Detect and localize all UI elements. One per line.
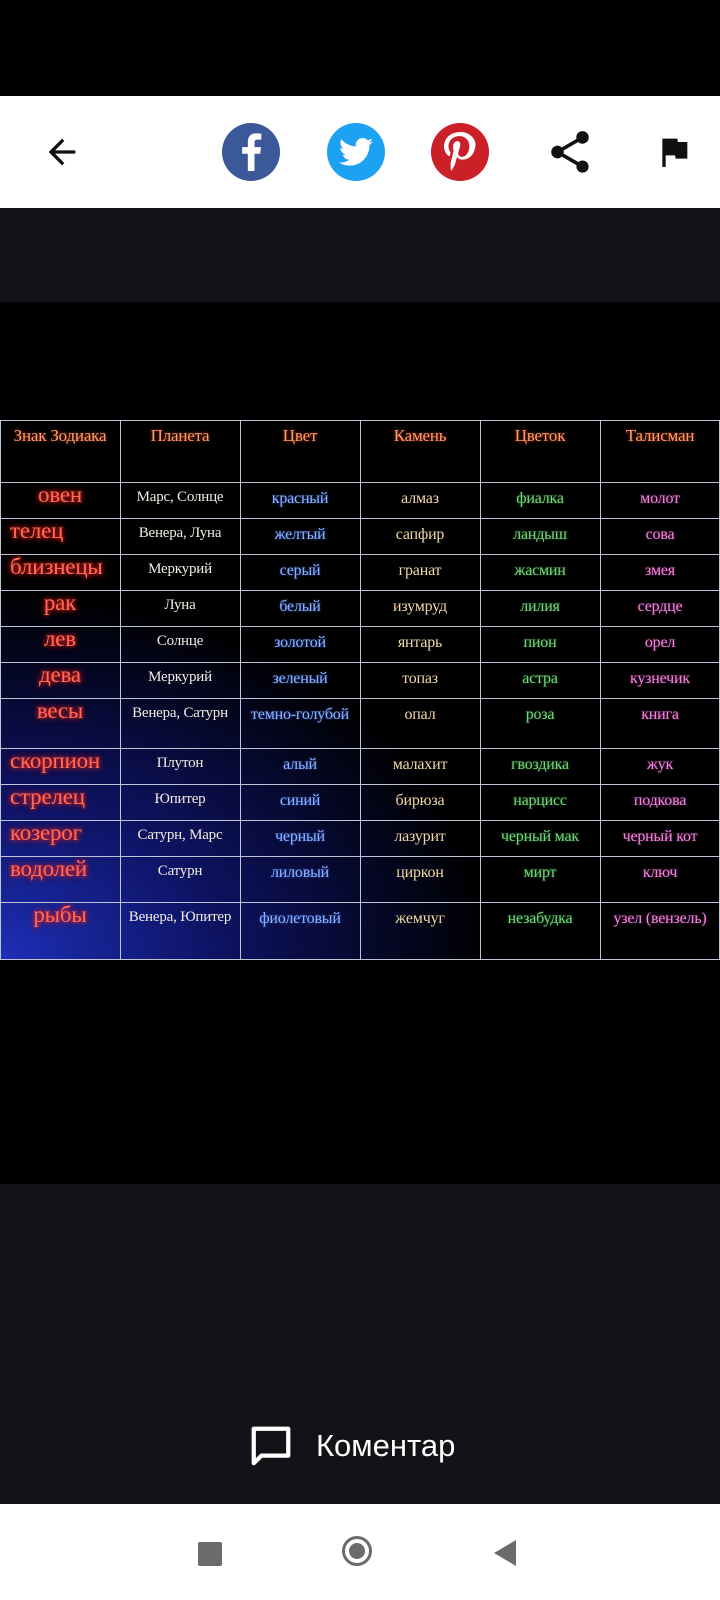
cell-planet: Плутон <box>156 755 204 771</box>
top-toolbar <box>0 96 720 208</box>
pinterest-icon <box>443 132 477 172</box>
cell-planet: Марс, Солнце <box>136 489 224 505</box>
table-header-flower: Цветок <box>514 426 566 445</box>
cell-flower: черный мак <box>501 828 579 845</box>
cell-color: зеленый <box>272 670 328 687</box>
facebook-share-button[interactable] <box>222 123 280 181</box>
cell-flower: пион <box>523 634 557 651</box>
cell-sign: овен <box>38 482 82 507</box>
cell-stone: гранат <box>398 562 442 579</box>
back-triangle-icon[interactable] <box>494 1540 516 1566</box>
zodiac-table <box>0 420 720 960</box>
back-button[interactable] <box>32 122 92 182</box>
cell-talisman: черный кот <box>622 828 698 845</box>
cell-color: желтый <box>274 526 326 543</box>
cell-stone: жемчуг <box>395 910 445 927</box>
cell-talisman: ключ <box>642 864 678 881</box>
cell-talisman: молот <box>640 490 680 507</box>
cell-planet: Сатурн, Марс <box>137 827 223 843</box>
twitter-icon <box>339 137 373 167</box>
cell-talisman: орел <box>644 634 676 651</box>
cell-planet: Венера, Юпитер <box>128 909 232 925</box>
cell-flower: гвоздика <box>511 756 569 773</box>
cell-talisman: узел (вензель) <box>613 910 707 927</box>
cell-color: темно-голубой <box>251 706 349 723</box>
cell-planet: Сатурн <box>157 863 203 879</box>
table-header-planet: Планета <box>150 426 210 445</box>
cell-flower: мирт <box>523 864 557 881</box>
cell-flower: нарцисс <box>513 792 567 809</box>
cell-color: черный <box>275 828 325 845</box>
cell-sign: рыбы <box>33 902 87 927</box>
cell-planet: Меркурий <box>148 669 212 685</box>
cell-sign: рак <box>43 590 77 615</box>
cell-color: синий <box>279 792 321 809</box>
cell-flower: ландыш <box>513 526 567 543</box>
cell-color: серый <box>279 562 321 579</box>
cell-color: золотой <box>274 634 326 651</box>
table-header-color: Цвет <box>282 426 318 445</box>
cell-talisman: змея <box>645 562 675 579</box>
cell-stone: сапфир <box>395 526 445 543</box>
cell-sign: весы <box>36 698 84 723</box>
cell-planet: Луна <box>164 597 196 613</box>
cell-stone: топаз <box>402 670 438 687</box>
twitter-share-button[interactable] <box>327 123 385 181</box>
cell-sign: козерог <box>10 820 82 845</box>
cell-stone: опал <box>404 706 436 723</box>
cell-stone: бирюза <box>395 792 445 809</box>
comment-label: Коментар <box>316 1428 456 1463</box>
home-circle-icon[interactable] <box>342 1536 372 1566</box>
cell-flower: незабудка <box>507 910 573 927</box>
cell-flower: лилия <box>520 598 560 615</box>
cell-flower: жасмин <box>514 562 566 579</box>
comment-icon <box>248 1423 294 1469</box>
table-header-stone: Камень <box>393 426 447 445</box>
cell-stone: циркон <box>396 864 444 881</box>
status-bar <box>0 0 720 96</box>
cell-stone: лазурит <box>394 828 446 845</box>
cell-talisman: жук <box>646 756 674 773</box>
cell-sign: дева <box>39 662 81 687</box>
cell-color: алый <box>283 756 317 773</box>
table-header-sign: Знак Зодиака <box>13 426 107 445</box>
cell-flower: астра <box>522 670 558 687</box>
recents-square-icon[interactable] <box>198 1542 222 1566</box>
cell-color: лиловый <box>271 864 329 881</box>
pinterest-share-button[interactable] <box>431 123 489 181</box>
cell-talisman: книга <box>641 706 679 723</box>
arrow-left-icon <box>42 132 82 172</box>
cell-sign: лев <box>44 626 76 651</box>
cell-flower: фиалка <box>516 490 564 507</box>
comment-button[interactable] <box>248 1422 455 1470</box>
cell-color: фиолетовый <box>259 910 341 927</box>
cell-sign: стрелец <box>10 784 85 809</box>
cell-talisman: кузнечик <box>630 670 690 687</box>
cell-flower: роза <box>525 706 555 723</box>
cell-stone: янтарь <box>397 634 443 651</box>
cell-planet: Венера, Луна <box>138 525 222 541</box>
cell-planet: Меркурий <box>148 561 212 577</box>
cell-color: красный <box>271 490 329 507</box>
table-header-talisman: Талисман <box>625 426 695 445</box>
image-top-margin <box>0 208 720 302</box>
cell-color: белый <box>279 598 321 615</box>
cell-stone: малахит <box>392 756 448 773</box>
facebook-icon <box>236 133 266 171</box>
cell-planet: Юпитер <box>154 791 206 807</box>
cell-talisman: сова <box>645 526 675 543</box>
cell-planet: Солнце <box>156 633 204 649</box>
share-icon <box>545 127 595 177</box>
cell-sign: скорпион <box>10 748 101 773</box>
cell-talisman: сердце <box>637 598 683 615</box>
cell-talisman: подкова <box>633 792 687 809</box>
cell-sign: телец <box>10 518 64 543</box>
system-nav-bar <box>0 1504 720 1600</box>
report-button[interactable] <box>644 122 704 182</box>
cell-stone: алмаз <box>401 490 439 507</box>
share-button[interactable] <box>540 122 600 182</box>
cell-sign: близнецы <box>10 554 103 579</box>
cell-sign: водолей <box>10 856 88 881</box>
cell-stone: изумруд <box>393 598 447 615</box>
flag-icon <box>654 130 694 174</box>
cell-planet: Венера, Сатурн <box>132 705 228 721</box>
